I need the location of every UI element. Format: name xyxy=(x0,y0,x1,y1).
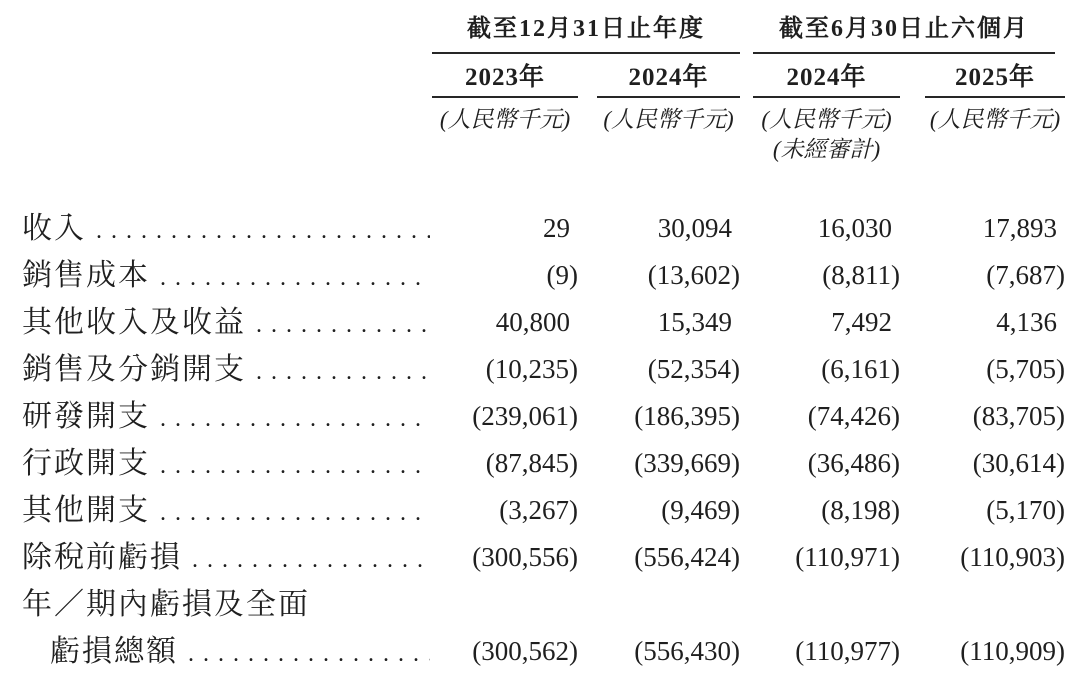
row-label: 銷售及分銷開支 xyxy=(22,353,246,386)
row-label: 研發開支 xyxy=(22,400,150,433)
value-2023: (3,267) xyxy=(499,495,578,525)
value-2023: 29 xyxy=(543,213,570,243)
value-6m2024: (8,811) xyxy=(822,260,900,290)
value-6m2024: (74,426) xyxy=(807,401,900,431)
row-label: 其他開支 xyxy=(22,494,150,527)
dot-leader xyxy=(160,252,430,299)
dot-leader xyxy=(256,346,430,393)
header-spacer xyxy=(22,14,432,54)
value-2024: 15,349 xyxy=(657,307,732,337)
value-2023: (300,562) xyxy=(472,636,578,666)
table-header xyxy=(22,14,1065,165)
column-header-2023: 2023年 xyxy=(432,54,578,98)
row-other-income-and-gains xyxy=(22,299,1065,346)
value-6m2025: (83,705) xyxy=(972,401,1065,431)
header-spacer xyxy=(22,54,432,98)
row-label: 收入 xyxy=(22,212,86,245)
dot-leader xyxy=(256,299,430,346)
row-label: 其他收入及收益 xyxy=(22,306,246,339)
row-rd-expenses xyxy=(22,393,1065,440)
value-2023: 40,800 xyxy=(495,307,570,337)
value-2023: (87,845) xyxy=(485,448,578,478)
table-body xyxy=(22,205,1065,675)
dot-leader xyxy=(192,534,430,581)
row-total-comprehensive-loss xyxy=(22,628,1065,675)
value-6m2024: (110,971) xyxy=(795,542,900,572)
value-2023: (9) xyxy=(546,260,578,290)
value-6m2025: 4,136 xyxy=(996,307,1057,337)
value-6m2024: (36,486) xyxy=(807,448,900,478)
value-6m2025: 17,893 xyxy=(982,213,1057,243)
dot-leader xyxy=(188,628,430,675)
row-revenue xyxy=(22,205,1065,252)
unit-label: (人民幣千元) xyxy=(761,107,892,132)
unit-label: (人民幣千元) xyxy=(929,107,1061,132)
value-6m2025: (110,909) xyxy=(960,636,1065,666)
column-header-2024: 2024年 xyxy=(597,54,740,98)
row-label: 年／期內虧損及全面 xyxy=(22,588,310,621)
value-2024: (13,602) xyxy=(647,260,740,290)
dot-leader xyxy=(160,487,430,534)
value-6m2024: (6,161) xyxy=(821,354,900,384)
value-2024: (186,395) xyxy=(634,401,740,431)
value-6m2024: 16,030 xyxy=(817,213,892,243)
value-2023: (300,556) xyxy=(472,542,578,572)
unaudited-note: (未經審計) xyxy=(772,137,881,162)
value-2023: (239,061) xyxy=(472,401,578,431)
header-group-row xyxy=(22,14,1065,54)
value-6m2025: (110,903) xyxy=(960,542,1065,572)
value-2024: 30,094 xyxy=(657,213,732,243)
value-2024: (9,469) xyxy=(661,495,740,525)
row-label: 虧損總額 xyxy=(50,635,178,668)
column-group-title-interim: 截至6月30日止六個月 xyxy=(753,14,1055,54)
value-6m2025: (30,614) xyxy=(972,448,1065,478)
value-6m2024: 7,492 xyxy=(831,307,892,337)
row-loss-before-tax xyxy=(22,534,1065,581)
column-header-6m2024: 2024年 xyxy=(753,54,900,98)
dot-leader xyxy=(160,393,430,440)
row-other-expenses xyxy=(22,487,1065,534)
header-year-row xyxy=(22,54,1065,98)
value-2024: (556,430) xyxy=(634,636,740,666)
row-label: 除稅前虧損 xyxy=(22,541,182,574)
unit-label: (人民幣千元) xyxy=(603,107,734,132)
header-note-row xyxy=(22,134,1065,165)
column-group-title-annual: 截至12月31日止年度 xyxy=(432,14,740,54)
value-6m2025: (7,687) xyxy=(986,260,1065,290)
value-2024: (556,424) xyxy=(634,542,740,572)
dot-leader xyxy=(160,440,430,487)
dot-leader xyxy=(96,205,430,252)
row-label: 行政開支 xyxy=(22,447,150,480)
row-administrative-expenses xyxy=(22,440,1065,487)
row-cost-of-sales xyxy=(22,252,1065,299)
value-6m2024: (8,198) xyxy=(821,495,900,525)
row-selling-and-distribution-expenses xyxy=(22,346,1065,393)
row-label: 銷售成本 xyxy=(22,259,150,292)
header-spacer xyxy=(22,98,432,134)
value-6m2025: (5,705) xyxy=(986,354,1065,384)
value-2024: (52,354) xyxy=(647,354,740,384)
value-2024: (339,669) xyxy=(634,448,740,478)
value-6m2024: (110,977) xyxy=(795,636,900,666)
value-6m2025: (5,170) xyxy=(986,495,1065,525)
value-2023: (10,235) xyxy=(485,354,578,384)
row-loss-for-year-caption-line1 xyxy=(22,581,1065,628)
column-header-6m2025: 2025年 xyxy=(925,54,1065,98)
header-unit-row xyxy=(22,98,1065,134)
unit-label: (人民幣千元) xyxy=(439,107,571,132)
